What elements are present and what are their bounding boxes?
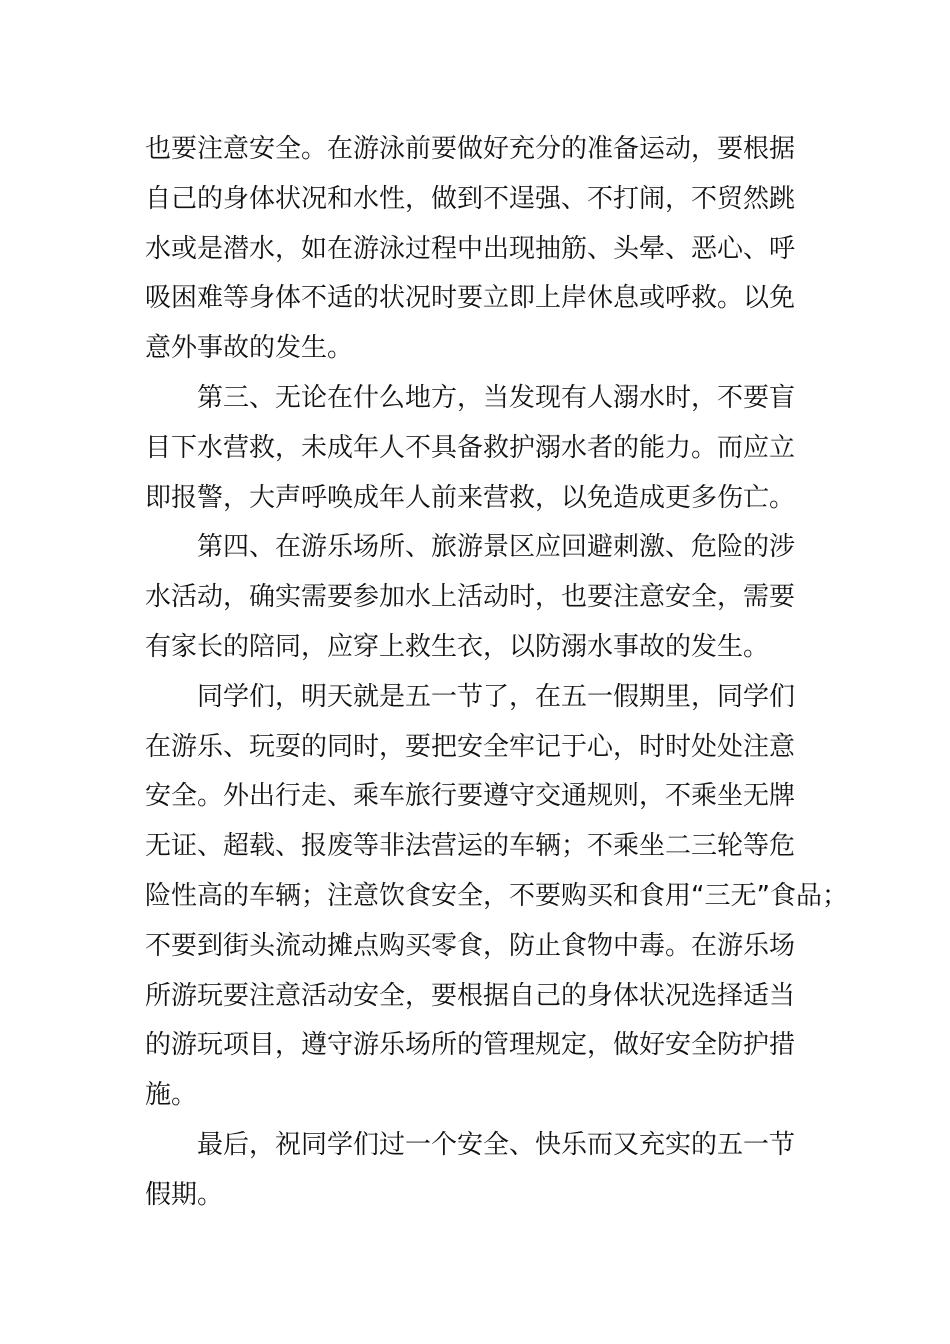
text-line-12: 同学们，明天就是五一节了，在五一假期里，同学们 <box>145 681 796 712</box>
text-line-5: 意外事故的发生。 <box>145 333 354 364</box>
text-line-3: 水或是潜水，如在游泳过程中出现抽筋、头晕、恶心、呼 <box>145 233 796 264</box>
text-line-8: 即报警，大声呼唤成年人前来营救，以免造成更多伤亡。 <box>145 482 796 513</box>
text-line-1: 也要注意安全。在游泳前要做好充分的准备运动，要根据 <box>145 134 796 164</box>
text-line-16: 险性高的车辆；注意饮食安全，不要购买和食用“三无”食品； <box>145 880 848 911</box>
text-line-10: 水活动，确实需要参加水上活动时，也要注意安全，需要 <box>145 582 796 613</box>
text-line-20: 施。 <box>145 1080 198 1111</box>
text-line-21: 最后，祝同学们过一个安全、快乐而又充实的五一节 <box>145 1129 796 1160</box>
text-line-2: 自己的身体状况和水性，做到不逞强、不打闹，不贸然跳 <box>145 183 796 214</box>
text-line-15: 无证、超载、报废等非法营运的车辆；不乘坐二三轮等危 <box>145 831 796 862</box>
text-line-13: 在游乐、玩耍的同时，要把安全牢记于心，时时处处注意 <box>145 731 796 762</box>
text-line-18: 所游玩要注意活动安全，要根据自己的身体状况选择适当 <box>145 980 796 1011</box>
text-line-4: 吸困难等身体不适的状况时要立即上岸休息或呼救。以免 <box>145 283 796 314</box>
text-line-14: 安全。外出行走、乘车旅行要遵守交通规则，不乘坐无牌 <box>145 781 796 812</box>
text-line-17: 不要到街头流动摊点购买零食，防止食物中毒。在游乐场 <box>145 930 796 961</box>
text-line-22: 假期。 <box>145 1179 224 1210</box>
document-body <box>145 125 848 1221</box>
text-line-19: 的游玩项目，遵守游乐场所的管理规定，做好安全防护措 <box>145 1030 796 1061</box>
text-line-7: 目下水营救，未成年人不具备救护溺水者的能力。而应立 <box>145 432 796 463</box>
text-line-6: 第三、无论在什么地方，当发现有人溺水时，不要盲 <box>145 382 796 413</box>
text-line-9: 第四、在游乐场所、旅游景区应回避刺激、危险的涉 <box>145 532 796 563</box>
text-line-11: 有家长的陪同，应穿上救生衣，以防溺水事故的发生。 <box>145 631 770 662</box>
